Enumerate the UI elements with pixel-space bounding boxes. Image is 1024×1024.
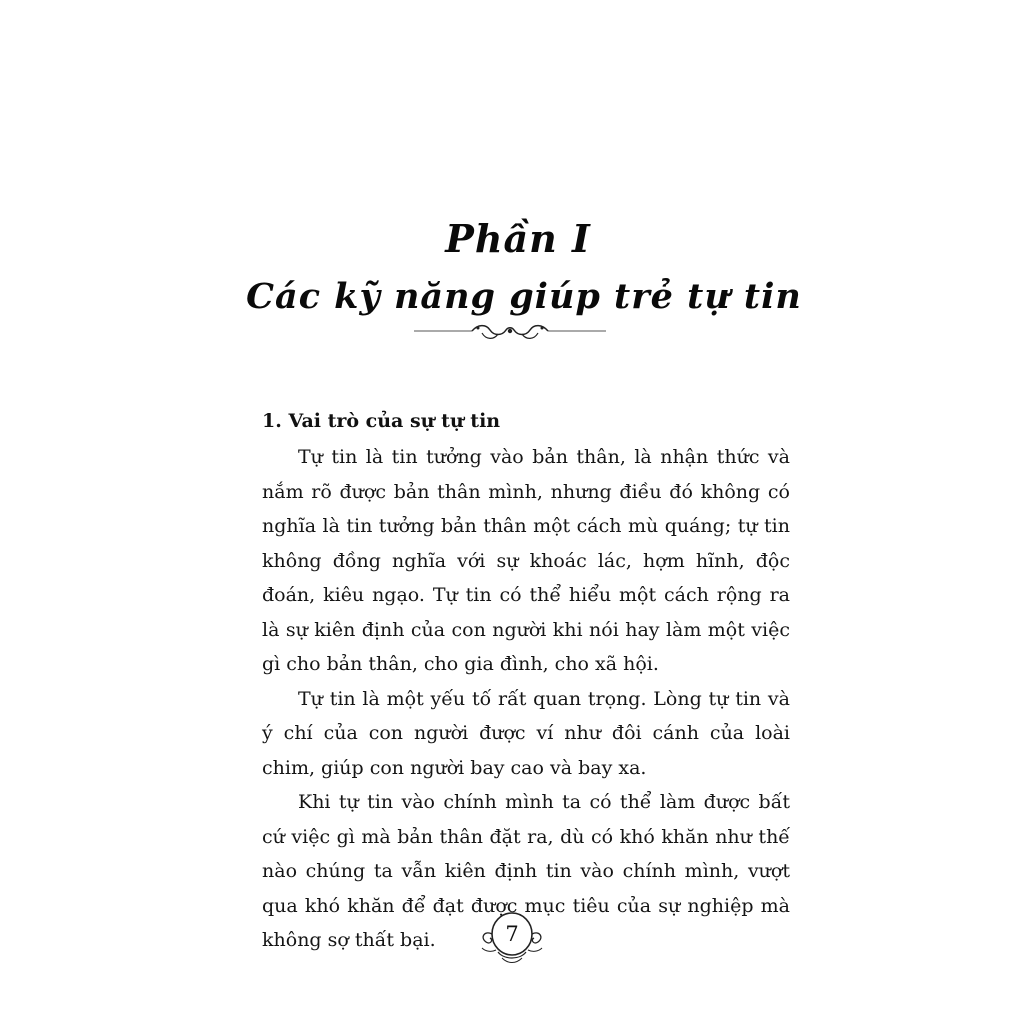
section-heading: 1. Vai trò của sự tự tin [262,410,501,432]
paragraph: Tự tin là một yếu tố rất quan trọng. Lòng tự tin và ý chí của con người được ví như đôi cánh của loài chim, giúp con người bay cao và bay xa. [262,687,790,779]
page-number: 7 [505,922,519,946]
page-number-ornament [472,908,552,970]
paragraph: Tự tin là tin tưởng vào bản thân, là nhận thức và nắm rõ được bản thân mình, nhưng điều đó không có nghĩa là tin tưởng bản thân một cách mù quáng; tự tin không đồng nghĩa với sự khoác lác, hợm hĩnh, độc đoán, kiêu ngạo. Tự tin có thể hiểu một cách rộng ra là sự kiên định của con người khi nói hay làm một việc gì cho bản thân, cho gia đình, cho xã hội. [262,446,790,675]
part-title: Các kỹ năng giúp trẻ tự tin [246,276,802,317]
part-label: Phần I [445,216,591,261]
body-content [262,440,790,958]
ornament-divider [412,318,608,346]
paragraph: Khi tự tin vào chính mình ta có thể làm được bất cứ việc gì mà bản thân đặt ra, dù có khó khăn như thế nào chúng ta vẫn kiên định tin vào chính mình, vượt qua khó khăn để đạt được mục tiêu của sự nghiệp mà không sợ thất bại. [262,791,790,951]
